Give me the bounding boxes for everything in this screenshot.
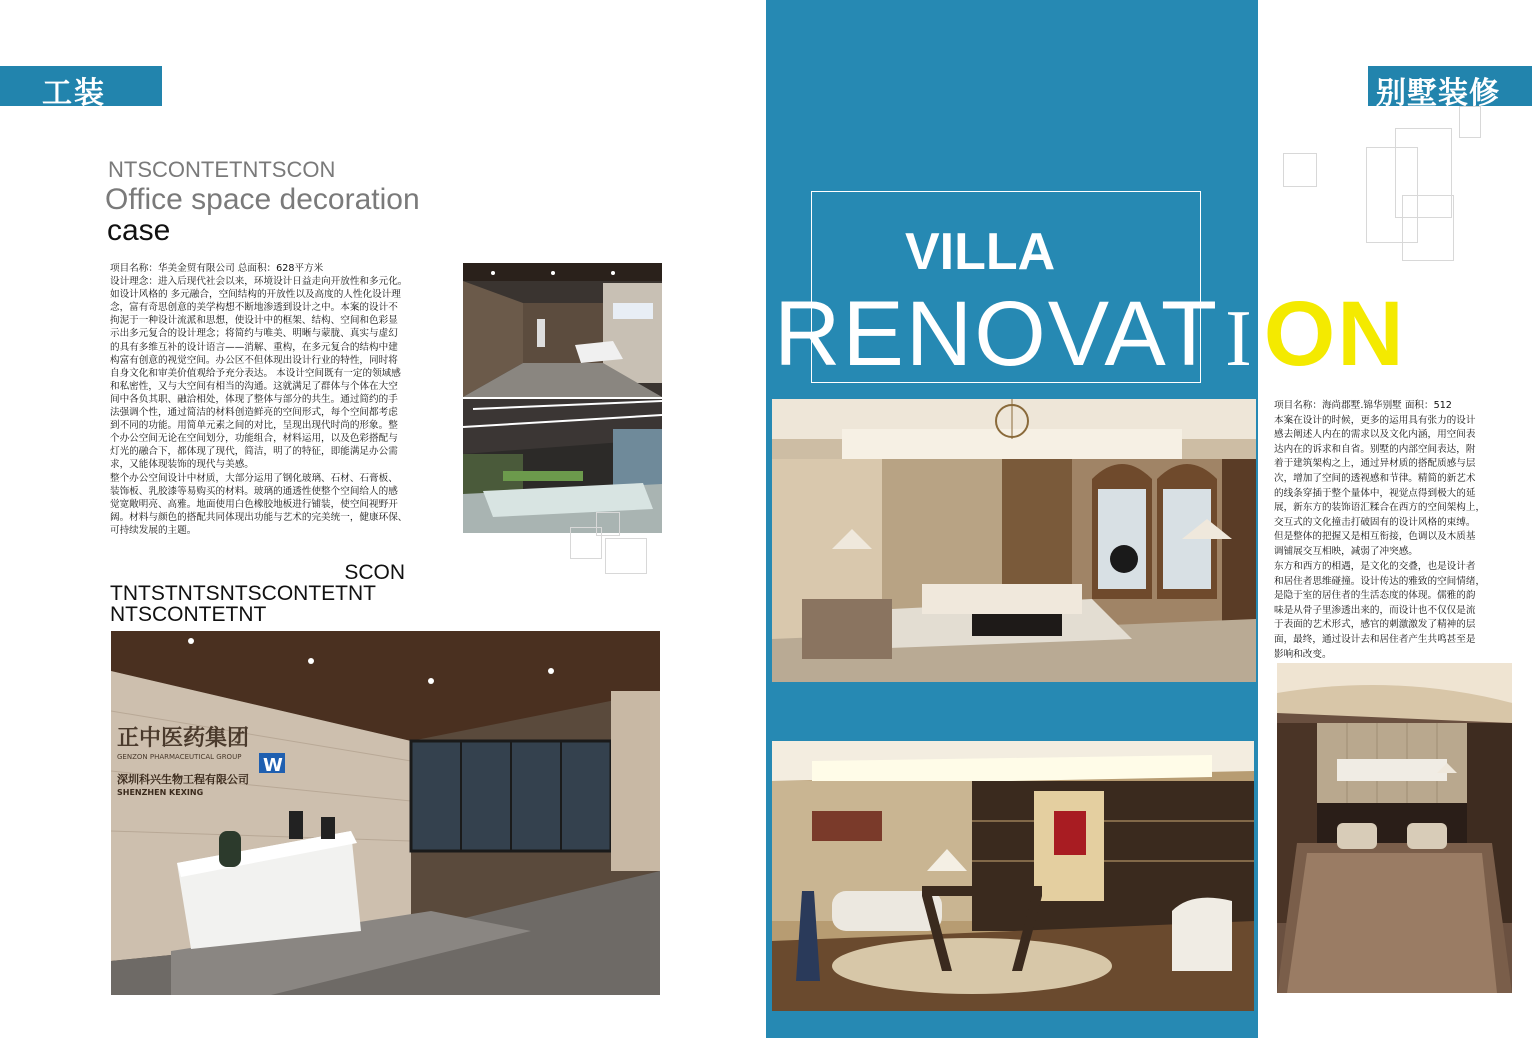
photo-office-open-plan-art	[463, 399, 662, 533]
photo-villa-living-room-art	[772, 399, 1256, 682]
decorative-square	[596, 512, 620, 536]
villa-description-1: 项目名称：海尚郡墅.锦华别墅 面积：512 本案在设计的时候，更多的运用具有张力的设计 感去阐述人内在的需求以及文化内涵，用空间表 达内在的诉求和自省。别墅的内部空间表达，附 着于建筑架构之上，通过异材质的搭配质感与层 次，增加了空间的透视感和节律。精简的新艺术 的线条穿插于整个量体中，视觉点得到极大的延 展，新东方的装饰语汇糅合在西方的空间架构上， 交互式的文化撞击打破固有的设计风格的束缚。 但是整体的把握又是相互衔接，色调以及木质基 调铺展交互相映，减弱了冲突感。	[1274, 400, 1486, 557]
photo-villa-study-art	[772, 741, 1254, 1011]
heading-code: NTSCONTETNTSCON	[108, 157, 336, 182]
stack-line-3: NTSCONTETNT	[110, 603, 267, 626]
photo-office-lobby	[111, 631, 660, 995]
decorative-square	[1459, 106, 1481, 138]
title-renov-part: RENOVAT	[774, 283, 1220, 385]
title-renovation	[774, 282, 1406, 387]
section-tag-villa	[1368, 66, 1532, 111]
stack-line-1: SCON	[344, 561, 405, 584]
photo-villa-bedroom	[1277, 663, 1512, 993]
decorative-square	[1283, 153, 1317, 187]
lobby-sign-en: GENZON PHARMACEUTICAL GROUP	[117, 753, 242, 761]
lobby-sign-company: 深圳科兴生物工程有限公司	[117, 773, 249, 786]
lobby-logo-letter: W	[263, 755, 283, 776]
section-tag-office-label: 工装	[42, 76, 106, 111]
photo-villa-study	[772, 741, 1254, 1011]
title-villa: VILLA	[905, 223, 1056, 281]
photo-office-reception-art	[463, 263, 662, 397]
photo-office-reception	[463, 263, 662, 397]
decorative-square	[1402, 195, 1454, 261]
section-tag-villa-label: 别墅装修	[1376, 76, 1500, 111]
english-stack-heading	[110, 562, 410, 625]
title-i-part: I	[1225, 295, 1254, 383]
heading-office-space: Office space decoration	[105, 183, 420, 216]
office-description: 项目名称：华美金贸有限公司 总面积：628平方米 设计理念：进入后现代社会以来，环境设计日益走向开放性和多元化。 如设计风格的 多元融合，空间结构的开放性以及高度的人性化设计理 念，富有奇思创意的美学构想不断地渗透到设计之中。本案的设计不 拘泥于一种设计流派和思想，使设计中的框架、结构、空间和色彩显 示出多元复合的设计理念；将简约与唯美、明晰与蒙胧、真实与虚幻 的具有多维互补的设计语言——消解、重构，在多元复合的结构中建 构富有创意的视觉空间。办公区不但体现出设计行业的特性，同时将 自身文化和审美价值观给予充分表达。 本设计空间既有一定的领域感 和私密性，又与大空间有相当的沟通。这就满足了群体与个体在大空 间中各负其职、融洽相处，体现了整体与部分的共生。通过简约的手 法强调个性，通过简洁的材料创造鲜亮的空间形式，每个空间都考虑 到不同的功能。用简单元素之间的对比，呈现出现代时尚的形象。整 个办公空间无论在空间划分，功能组合，材料运用，以及色彩搭配与 灯光的融合下，都体现了现代，简洁，明了的特征，即能满足办公需 求，又能体现装饰的现代与美感。 整个办公空间设计中材质，大部分运用了钢化玻璃、石材、石膏板、 装饰板、乳胶漆等易购买的材料。玻璃的通透性使整个空间给人的感 觉宽敞明亮、高雅。地面使用白色橡胶地板进行铺装，使空间视野开 阔。材料与颜色的搭配共同体现出功能与艺术的完美统一，健康环保、 可持续发展的主题。	[110, 263, 408, 536]
photo-office-lobby-art	[111, 631, 660, 995]
lobby-sign-cn: 正中医药集团	[117, 726, 250, 751]
title-on-part: ON	[1263, 283, 1406, 385]
photo-villa-living-room	[772, 399, 1256, 682]
stack-line-2: TNTSTNTSNTSCONTETNT	[110, 582, 376, 605]
decorative-square	[605, 538, 647, 574]
photo-villa-bedroom-art	[1277, 663, 1512, 993]
villa-description-2: 东方和西方的相遇，是文化的交叠，也是设计者 和居住者思维碰撞。设计传达的雅致的空间情绪， 是隐于室的居住者的生活态度的体现。儒雅的韵 味是从骨子里渗透出来的，而设计也不仅仅是流 于表面的艺术形式，感官的刺激激发了精神的层 面，最终，通过设计去和居住者产生共鸣甚至是 影响和改变。	[1274, 561, 1486, 660]
heading-case: case	[107, 214, 171, 247]
section-tag-office	[0, 66, 162, 111]
lobby-sign-company-en: SHENZHEN KEXING	[117, 788, 204, 797]
photo-office-open-plan	[463, 399, 662, 533]
